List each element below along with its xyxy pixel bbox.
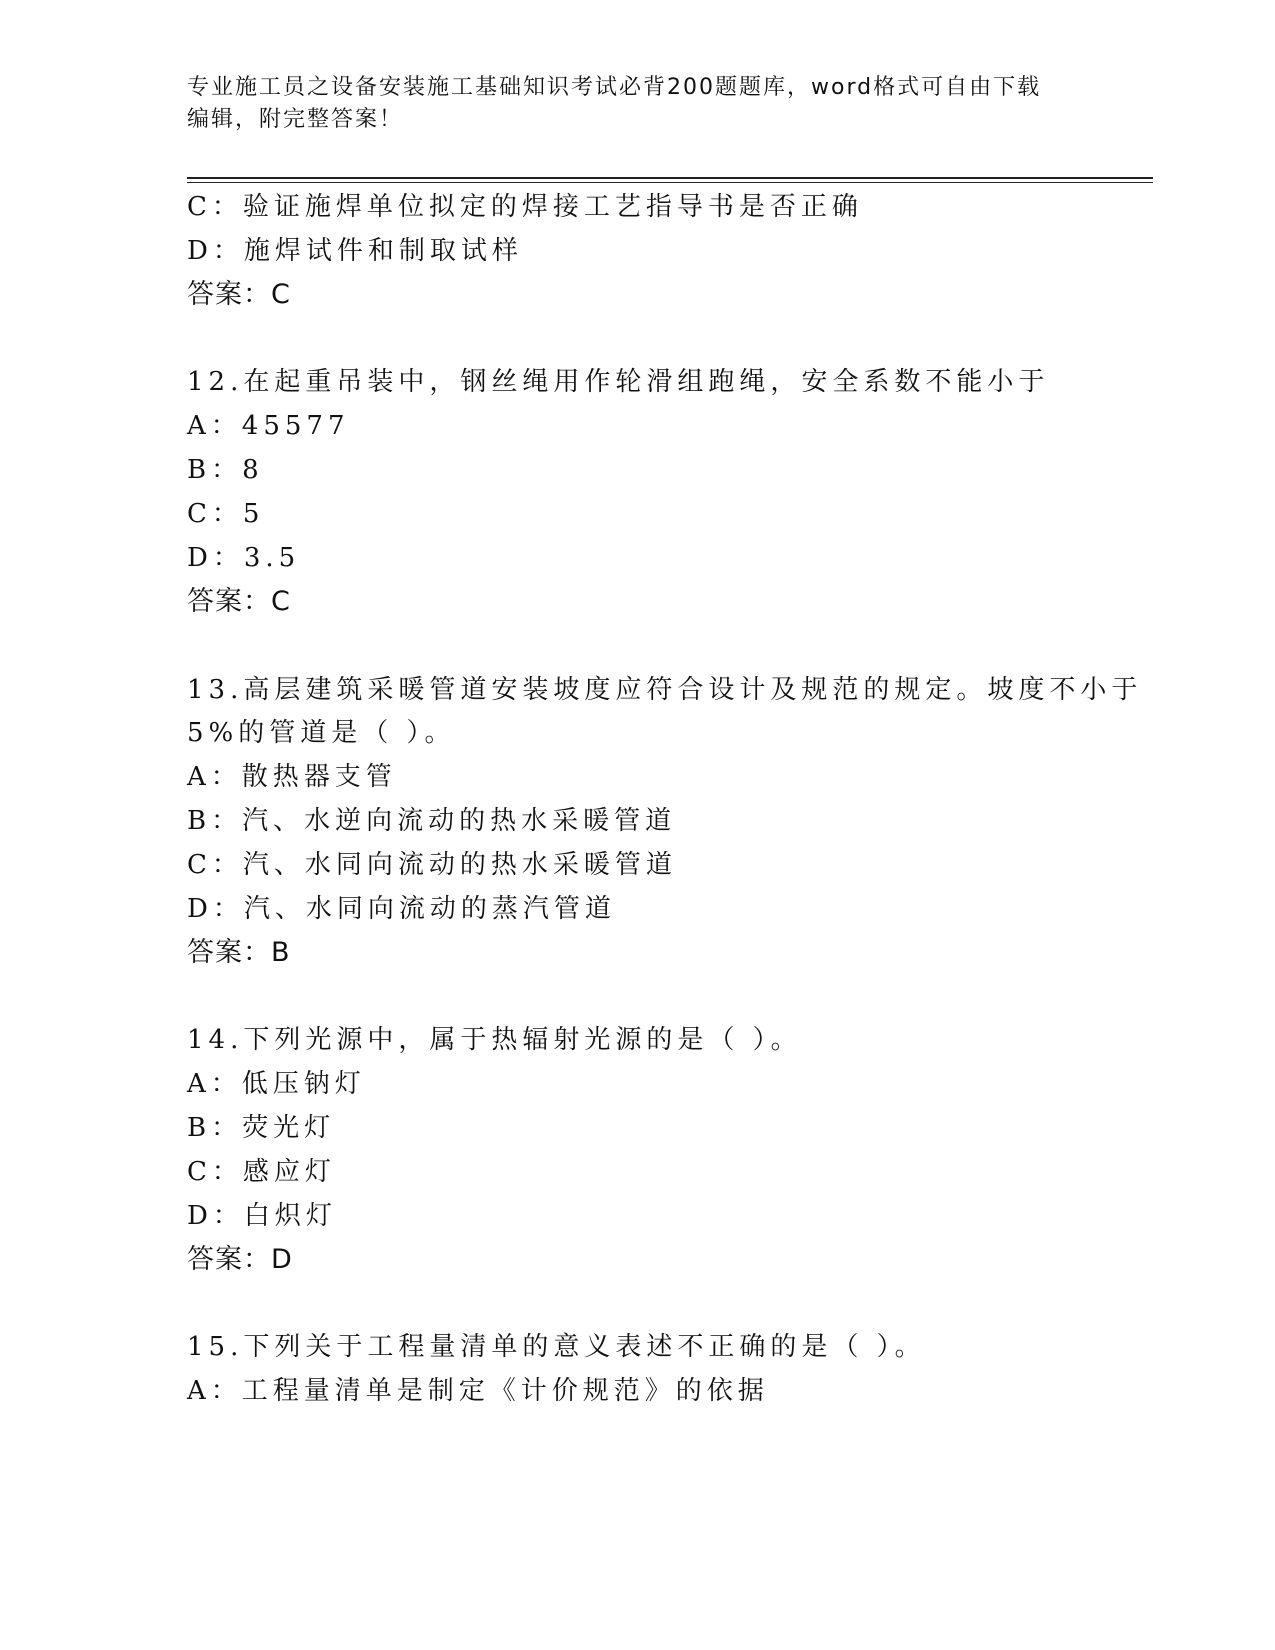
q11-answer: 答案：C: [187, 279, 291, 310]
q14-answer: 答案：D: [187, 1244, 293, 1275]
q13-stem-line-2: 5%的管道是（ ）。: [187, 718, 456, 748]
q11-option-c: C：验证施焊单位拟定的焊接工艺指导书是否正确: [187, 192, 863, 222]
document-header: [187, 72, 1087, 136]
q13-stem-line-1: 13.高层建筑采暖管道安装坡度应符合设计及规范的规定。坡度不小于: [187, 675, 1143, 705]
header-title-line-2: 编辑，附完整答案！: [187, 107, 404, 132]
q12-option-a: A：45577: [187, 411, 350, 441]
q14-option-a: A：低压钠灯: [187, 1069, 366, 1099]
q11-option-d: D：施焊试件和制取试样: [187, 236, 523, 266]
q13-option-a: A：散热器支管: [187, 762, 397, 792]
q13-option-c: C：汽、水同向流动的热水采暖管道: [187, 850, 677, 880]
q13-option-b: B：汽、水逆向流动的热水采暖管道: [187, 806, 677, 836]
q12-stem: 12.在起重吊装中，钢丝绳用作轮滑组跑绳，安全系数不能小于: [187, 367, 1050, 397]
q12-option-c: C：5: [187, 499, 265, 529]
q13-option-d: D：汽、水同向流动的蒸汽管道: [187, 894, 616, 924]
q14-option-d: D：白炽灯: [187, 1201, 337, 1231]
q15-option-a: A：工程量清单是制定《计价规范》的依据: [187, 1376, 769, 1406]
header-divider-thin: [187, 182, 1153, 183]
q12-option-b: B：8: [187, 455, 264, 485]
q14-option-c: C：感应灯: [187, 1157, 336, 1187]
q14-stem: 14.下列光源中，属于热辐射光源的是（ ）。: [187, 1025, 802, 1055]
q12-option-d: D：3.5: [187, 543, 301, 573]
q14-option-b: B：荧光灯: [187, 1113, 336, 1143]
header-divider-thick: [187, 177, 1153, 179]
q15-stem: 15.下列关于工程量清单的意义表述不正确的是（ ）。: [187, 1332, 926, 1362]
q13-answer: 答案：B: [187, 937, 291, 968]
q12-answer: 答案：C: [187, 586, 291, 617]
header-title-line-1: 专业施工员之设备安装施工基础知识考试必背200题题库，word格式可自由下载: [187, 75, 1042, 100]
